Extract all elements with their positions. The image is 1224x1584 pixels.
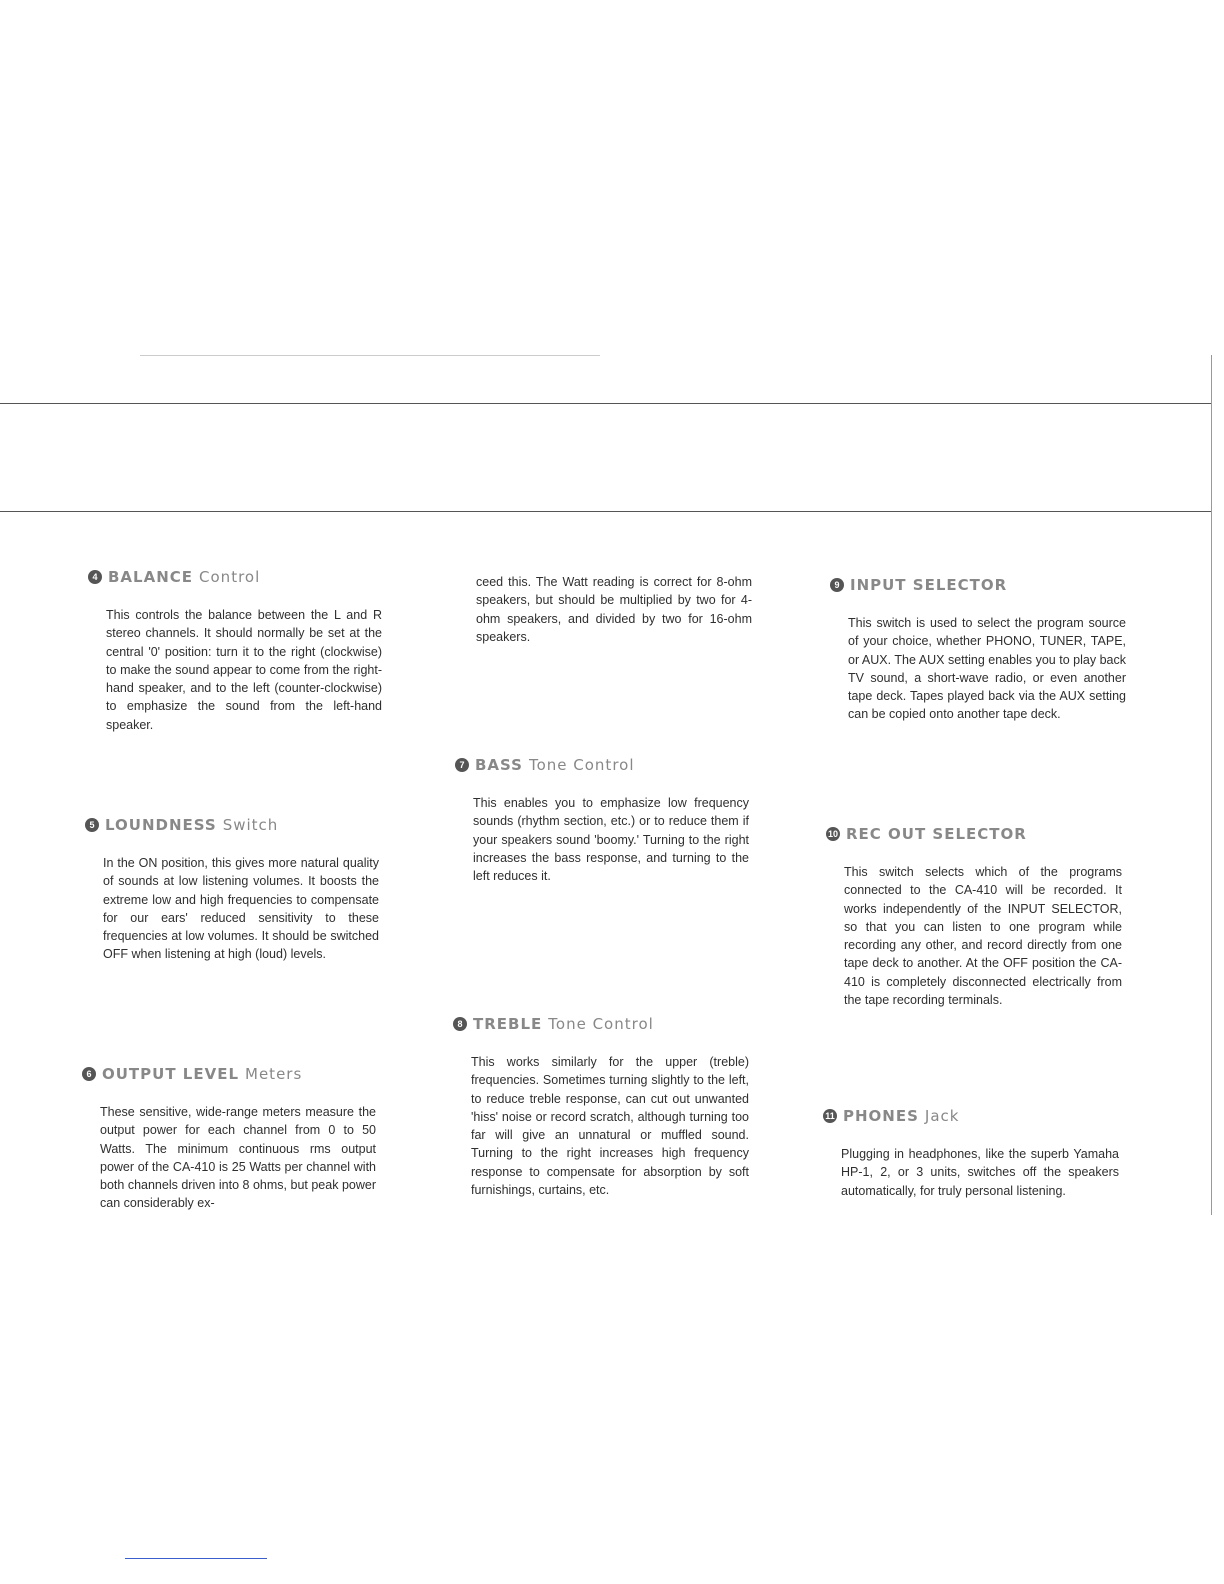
bottom-rule	[0, 511, 1212, 512]
section-bass	[455, 756, 749, 885]
section-heading	[85, 816, 379, 834]
section-body: In the ON position, this gives more natural quality of sounds at low listening volumes. It boosts the extreme low and high frequencies to compensate for our ears' reduced sensitivity to these frequencies at low volumes. It should be switched OFF when listening at high (loud) levels.	[103, 856, 379, 962]
section-body: ceed this. The Watt reading is correct for 8-ohm speakers, but should be multiplied by two for 4-ohm speakers, and divided by two for 16-ohm speakers.	[476, 575, 752, 644]
section-heading	[453, 1015, 749, 1033]
section-heading	[455, 756, 749, 774]
section-body: Plugging in headphones, like the superb Yamaha HP-1, 2, or 3 units, switches off the speakers automatically, for truly personal listening.	[841, 1147, 1119, 1198]
section-balance	[88, 568, 382, 734]
section-number: 10	[827, 829, 838, 839]
section-title: BALANCE	[108, 568, 194, 586]
section-title: OUTPUT LEVEL	[102, 1065, 240, 1083]
section-body: This controls the balance between the L and R stereo channels. It should normally be set at the central '0' position: turn it to the right (clockwise) to make the sound appear to come from the right-hand speaker, and to the left (counter-clockwise) to emphasize the sound from the left-hand speaker.	[106, 608, 382, 732]
section-subtitle: Tone Control	[528, 756, 635, 774]
section-body: This enables you to emphasize low frequency sounds (rhythm section, etc.) or to reduce them if your speakers sound 'boomy.' Turning to the right increases the bass response, and turning to the left reduces it.	[473, 796, 749, 884]
section-title: TREBLE	[473, 1015, 543, 1033]
section-rec-out-selector	[826, 825, 1122, 1009]
top-rule	[0, 403, 1212, 404]
section-title: INPUT SELECTOR	[850, 576, 1008, 594]
section-number: 5	[85, 818, 99, 832]
section-heading	[823, 1107, 1119, 1125]
section-number: 11	[823, 1109, 837, 1123]
section-title: REC OUT SELECTOR	[846, 825, 1027, 843]
section-body: This works similarly for the upper (treble) frequencies. Sometimes turning slightly to the left, to reduce treble response, can cut out unwanted 'hiss' noise or record scratch, although turning too far will give an unnatural or muffled sound. Turning to the right increases high frequency response to compensate for absorption by soft furnishings, curtains, etc.	[471, 1055, 749, 1198]
right-edge-line	[1211, 355, 1212, 1215]
section-body: These sensitive, wide-range meters measure the output power for each channel from 0 to 50 Watts. The minimum continuous rms output power of the CA-410 is 25 Watts per channel with both channels driven into 8 ohms, but peak power can considerably ex-	[100, 1105, 376, 1211]
section-heading	[82, 1065, 376, 1083]
section-phones	[823, 1107, 1119, 1200]
section-title: LOUNDNESS	[105, 816, 217, 834]
section-output-level	[82, 1065, 376, 1213]
section-input-selector	[830, 576, 1126, 724]
section-number: 7	[455, 758, 469, 772]
section-number: 9	[830, 578, 844, 592]
section-treble	[453, 1015, 749, 1199]
section-number: 6	[82, 1067, 96, 1081]
section-heading	[830, 576, 1126, 594]
section-subtitle: Tone Control	[548, 1015, 654, 1033]
section-output-level-continued	[476, 573, 752, 646]
section-body: This switch selects which of the programs connected to the CA-410 will be recorded. It works independently of the INPUT SELECTOR, so that you can listen to one program while recording any other, and record directly from one tape deck to another. At the OFF position the CA-410 is completely disconnected electrically from the tape recording terminals.	[844, 865, 1122, 1008]
section-title: PHONES	[843, 1107, 919, 1125]
section-title: BASS	[475, 756, 523, 774]
blue-underline-mark	[125, 1558, 267, 1559]
section-number: 4	[88, 570, 102, 584]
section-subtitle: Switch	[222, 816, 279, 834]
section-loudness	[85, 816, 379, 964]
section-number: 8	[453, 1017, 467, 1031]
section-subtitle: Control	[199, 568, 261, 586]
section-body: This switch is used to select the program source of your choice, whether PHONO, TUNER, TAPE, or AUX. The AUX setting enables you to play back TV sound, a short-wave radio, or even another tape deck. Tapes played back via the AUX setting can be copied onto another tape deck.	[848, 616, 1126, 722]
faint-top-rule	[140, 355, 600, 356]
section-subtitle: Jack	[924, 1107, 960, 1125]
section-heading	[826, 825, 1122, 843]
section-heading	[88, 568, 382, 586]
section-subtitle: Meters	[245, 1065, 303, 1083]
